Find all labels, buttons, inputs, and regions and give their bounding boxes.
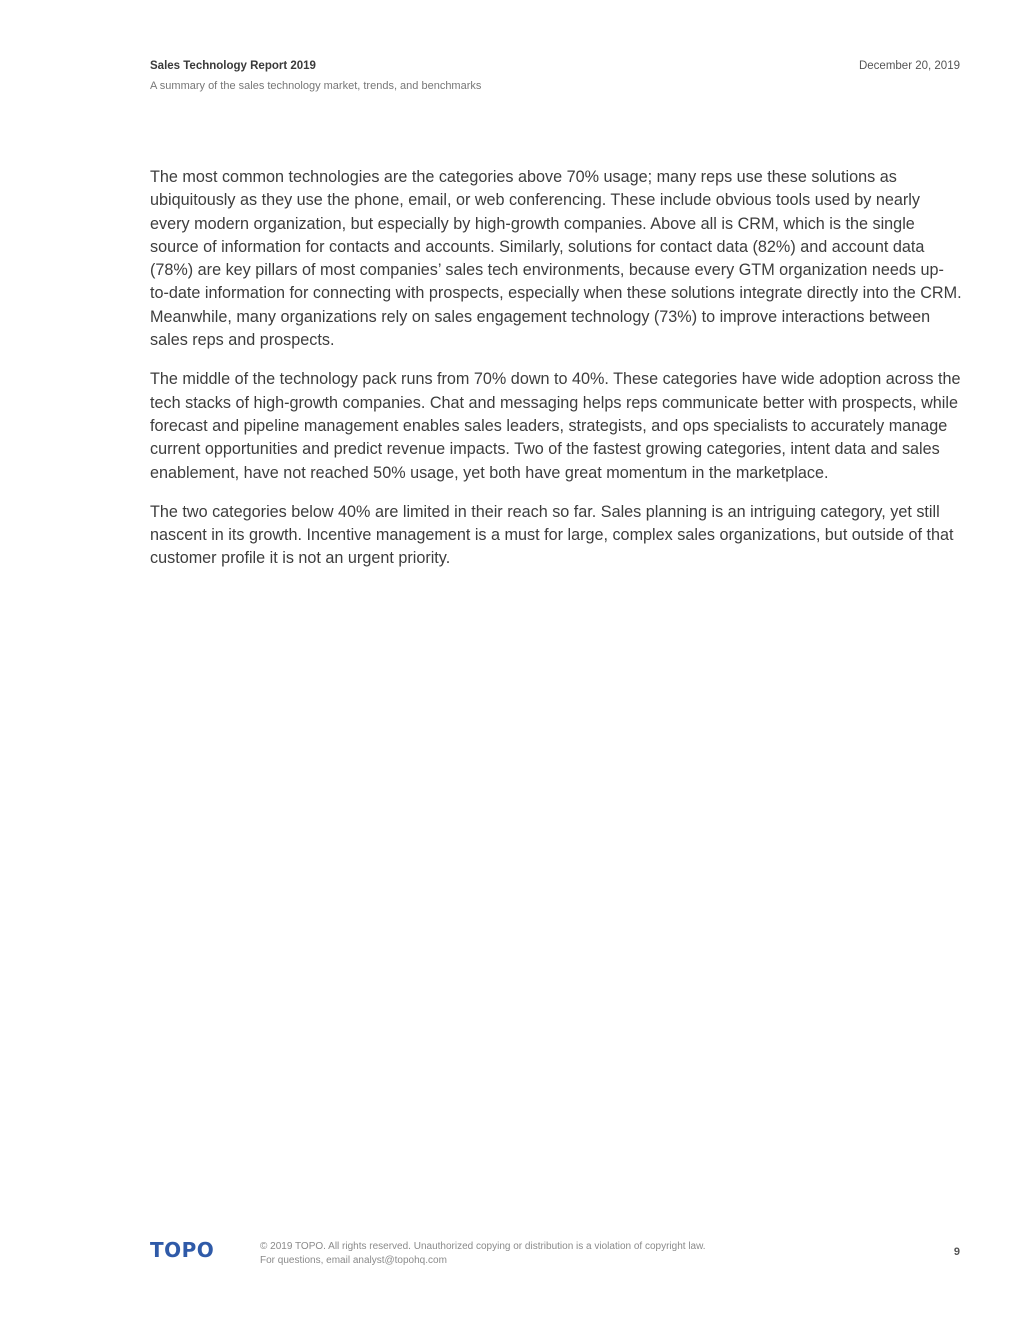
page-footer bbox=[150, 1236, 960, 1272]
paragraph: The middle of the technology pack runs from 70% down to 40%. These categories have wide adoption across the tech stacks of high-growth companies. Chat and messaging helps reps communicate better with prospects, while forecast and pipeline management enables sales leaders, strategists, and ops specialists to accurately manage current opportunities and predict revenue impacts. Two of the fastest growing categories, intent data and sales enablement, have not reached 50% usage, yet both have great momentum in the marketplace. bbox=[150, 370, 961, 482]
report-title: Sales Technology Report 2019 bbox=[150, 60, 316, 72]
copyright-notice: © 2019 TOPO. All rights reserved. Unauthorized copying or distribution is a violation of copyright law. bbox=[260, 1241, 706, 1252]
contact-line: For questions, email analyst@topohq.com bbox=[260, 1255, 447, 1266]
page-header bbox=[150, 58, 960, 94]
paragraph: The two categories below 40% are limited in their reach so far. Sales planning is an intriguing category, yet still nascent in its growth. Incentive management is a must for large, complex sales organizations, but outside of that customer profile it is not an urgent priority. bbox=[150, 502, 954, 568]
topo-logo: TOPO bbox=[150, 1238, 215, 1262]
page-number: 9 bbox=[953, 1246, 960, 1258]
footer-text bbox=[260, 1240, 706, 1268]
paragraph: The most common technologies are the categories above 70% usage; many reps use these solutions as ubiquitously as they use the phone, email, or web conferencing. These include obvious tools used by nearly every modern organization, but especially by high-growth companies. Above all is CRM, which is the single source of information for contacts and accounts. Similarly, solutions for contact data (82%) and account data (78%) are key pillars of most companies’ sales tech environments, because every GTM organization needs up-to-date information for connecting with prospects, especially when these solutions integrate directly into the CRM. Meanwhile, many organizations rely on sales engagement technology (73%) to improve interactions between sales reps and prospects. bbox=[150, 168, 962, 350]
report-subtitle: A summary of the sales technology market, trends, and benchmarks bbox=[150, 80, 482, 92]
body-text bbox=[150, 166, 962, 587]
report-date: December 20, 2019 bbox=[858, 60, 960, 72]
